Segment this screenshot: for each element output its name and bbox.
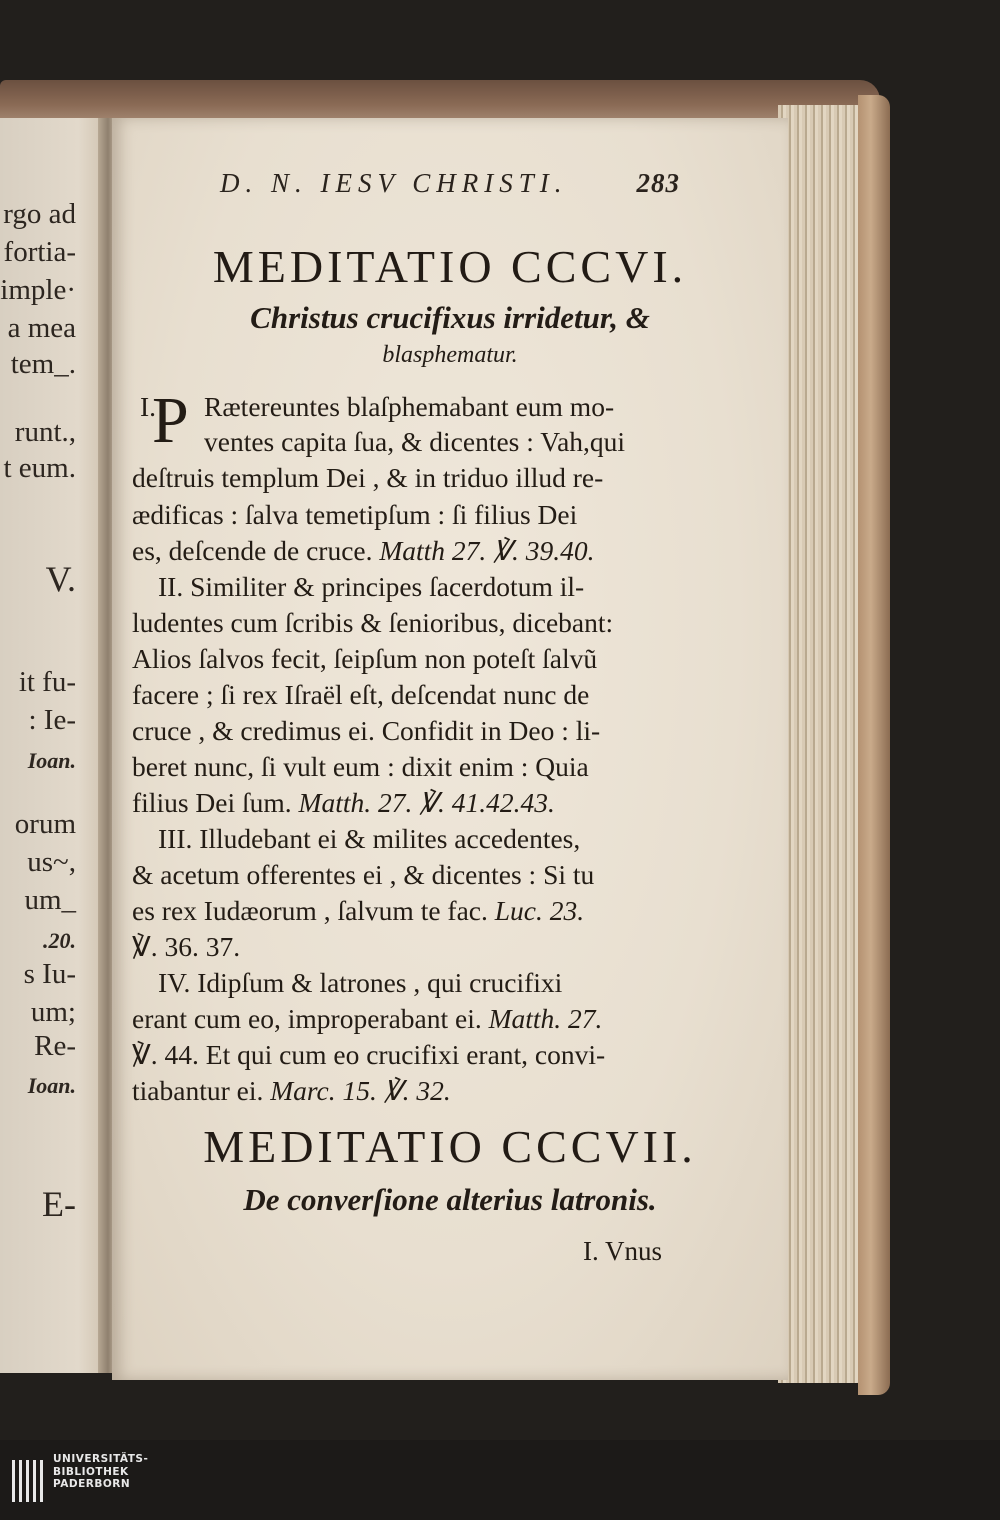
running-head-text: D. N. IESV CHRISTI. (220, 168, 568, 198)
left-fragment: : Ie- (28, 704, 76, 736)
left-fragment: Ioan. (27, 1073, 76, 1098)
library-logo-text (53, 1453, 148, 1491)
page-edges (778, 105, 863, 1383)
left-page (0, 118, 112, 1373)
meditation-307-title: MEDITATIO CCCVII. (203, 1121, 697, 1172)
page-number: 283 (636, 168, 680, 198)
left-fragment: runt., (14, 416, 76, 448)
text-line: Rætereuntes blaſphemabant eum mo- (204, 391, 615, 422)
text-line: filius Dei ſum. Matth. 27. ℣. 41.42.43. (132, 787, 555, 818)
right-page (112, 118, 788, 1380)
paragraph-number: I. (140, 391, 157, 422)
left-fragment: us~, (27, 846, 76, 878)
library-logo-icon (10, 1456, 48, 1506)
scripture-reference: Marc. 15. ℣. 32. (270, 1075, 451, 1106)
text-line: ℣. 36. 37. (132, 931, 241, 962)
left-fragment: E- (42, 1184, 76, 1224)
left-fragment: um_ (24, 884, 76, 916)
left-fragment: it fu- (18, 666, 76, 698)
scripture-reference: Matth. 27. ℣. 41.42.43. (298, 787, 555, 818)
text-line: es rex Iudæorum , ſalvum te fac. Luc. 23. (132, 895, 585, 926)
left-fragment: tem_. (10, 348, 76, 380)
footer-bar (0, 1440, 1000, 1520)
text-line: erant cum eo, improperabant ei. Matth. 27. (132, 1003, 603, 1034)
book-cover-edge (858, 95, 890, 1395)
drop-cap: P (152, 384, 189, 457)
text-line: beret nunc, ſi vult eum : dixit enim : Quia (132, 751, 589, 782)
left-fragment: um; (30, 996, 76, 1028)
left-fragment: t eum. (3, 452, 76, 484)
left-fragment: imple· (0, 274, 76, 306)
scripture-reference: Luc. 23. (494, 895, 585, 926)
text-line: ℣. 44. Et qui cum eo crucifixi erant, convi- (132, 1039, 606, 1070)
text-line: tiabantur ei. Marc. 15. ℣. 32. (132, 1075, 451, 1106)
text-line: deſtruis templum Dei , & in triduo illud re- (132, 462, 604, 493)
left-fragment: fortia- (3, 236, 76, 268)
meditation-306-subtitle: Christus crucifixus irridetur, & (250, 300, 650, 335)
text-line: es, deſcende de cruce. Matth 27. ℣. 39.40. (132, 535, 595, 566)
text-line: ædificas : ſalva temetipſum : ſi filius Dei (132, 499, 578, 530)
text-line: facere ; ſi rex Iſraël eſt, deſcendat nunc de (132, 679, 590, 710)
running-head (220, 168, 680, 199)
text-line: II. Similiter & principes ſacerdotum il- (158, 571, 585, 602)
scripture-reference: Matth. 27. (488, 1003, 603, 1034)
logo-line: BIBLIOTHEK (53, 1465, 129, 1478)
logo-line: UNIVERSITÄTS- (53, 1453, 149, 1465)
scripture-reference: Matth 27. ℣. 39.40. (379, 535, 595, 566)
logo-line: PADERBORN (53, 1478, 131, 1490)
left-fragment: rgo ad (3, 198, 76, 230)
meditation-306-title: MEDITATIO CCCVI. (212, 241, 688, 292)
text-line: IV. Idipſum & latrones , qui crucifixi (158, 967, 563, 998)
left-fragment: .20. (43, 928, 76, 953)
catchword: I. Vnus (582, 1236, 662, 1266)
text-line: ludentes cum ſcribis & ſenioribus, dicebant: (132, 607, 614, 638)
text-line: III. Illudebant ei & milites accedentes, (158, 823, 581, 854)
left-fragment: a mea (7, 312, 76, 344)
text-line: cruce , & credimus ei. Confidit in Deo : li- (132, 715, 601, 746)
text-line: Alios ſalvos fecit, ſeipſum non poteſt ſalvũ (132, 643, 598, 674)
left-fragment: V. (45, 559, 76, 599)
left-fragment: orum (14, 808, 76, 840)
left-fragment: s Iu- (23, 958, 76, 990)
text-line: & acetum offerentes ei , & dicentes : Si tu (132, 859, 595, 890)
left-fragment: Ioan. (27, 748, 76, 773)
text-line: ventes capita ſua, & dicentes : Vah,qui (204, 426, 626, 457)
left-fragment: Re- (34, 1030, 76, 1062)
meditation-307-subtitle: De converſione alterius latronis. (243, 1182, 657, 1217)
meditation-306-subtitle-cont: blasphematur. (382, 342, 518, 368)
